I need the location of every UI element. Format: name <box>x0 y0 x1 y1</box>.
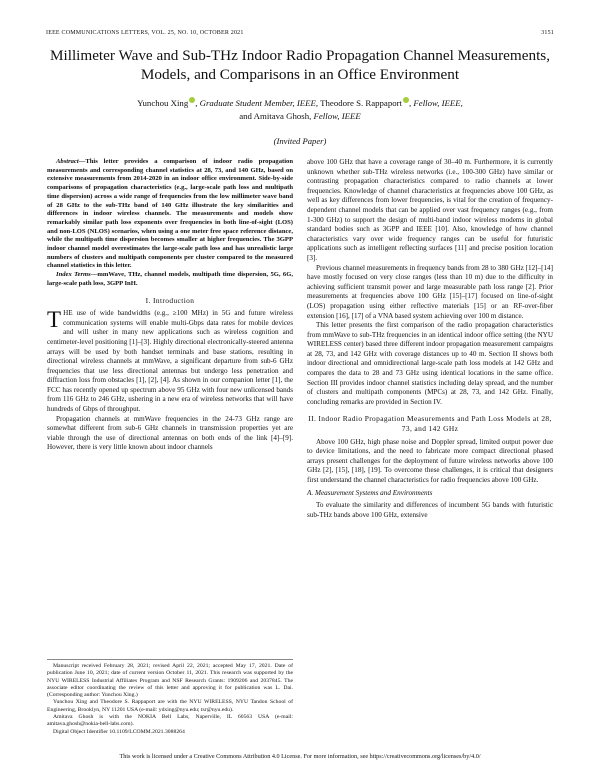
footnotes <box>47 659 293 736</box>
right-column <box>307 158 553 520</box>
journal-name: IEEE COMMUNICATIONS LETTERS, VOL. 25, NO. 10, OCTOBER 2021 <box>46 30 244 36</box>
running-header <box>46 30 554 36</box>
author-affiliation: , Graduate Student Member, IEEE, <box>195 98 319 108</box>
paragraph: To evaluate the similarity and differences of incumbent 5G bands with futuristic sub-THz bands above 100 GHz, extensive <box>307 501 553 519</box>
paragraph <box>47 309 293 415</box>
index-terms <box>47 271 293 288</box>
index-terms-lead: Index Terms <box>56 271 91 279</box>
footnote: Manuscript received February 28, 2021; revised April 22, 2021; accepted May 17, 2021. Date of publication June 10, 2021; date of current version October 11, 2021. This research was supported by the NYU WIRELESS Industrial Affiliates Program and NSF Research Grants: 1909206 and 2037845. The associate editor coordinating the review of this letter and approving it for publication was L. Dai. (Corresponding author: Yunchou Xing.) <box>47 663 293 699</box>
subsection-heading: A. Measurement Systems and Environments <box>307 488 433 497</box>
author-name: and Amitava Ghosh <box>239 110 310 121</box>
section-heading: II. Indoor Radio Propagation Measurements and Path Loss Models at 28, 73, and 142 GHz <box>308 414 552 434</box>
footnote: Amitava Ghosh is with the NOKIA Bell Labs, Naperville, IL 60563 USA (e-mail: amitava.ghosh@nokia-bell-labs.com). <box>47 714 293 728</box>
abstract-text: —This letter provides a comparison of indoor radio propagation measurements and corresponding channel statistics at 28, 73, and 140 GHz, based on extensive measurements from 2014-2020 in an indoor office environment. Side-by-side comparisons of propagation characteristics (e.g., large-scale path loss and multipath time dispersion) across a wide range of frequencies from the low millimeter wave band of 28 GHz to the sub-THz band of 140 GHz illustrate the key similarities and differences in indoor wireless channels. The measurements and models show remarkably similar path loss exponents over frequencies in both line-of-sight (LOS) and non-LOS (NLOS) scenarios, when using a one meter free space reference distance, while the multipath time dispersion becomes smaller at higher frequencies. The 3GPP indoor channel model overestimates the large-scale path loss and has unrealistic large numbers of clusters and multipath components per cluster compared to the measured channel statistics in this letter. <box>47 158 293 270</box>
paragraph: Previous channel measurements in frequency bands from 28 to 380 GHz [12]–[14] have mostly focused on very close ranges (less than 10 m) due to the difficulty in achieving sufficient transmit power and large measurable path loss range [2]. Prior measurements at frequencies above 100 GHz [15]–[17] focused on line-of-sight (LOS) propagation using either reflective materials [15] or an RF-over-fiber extension [16], [17] of a VNA based system achieving over 100 m distance. <box>307 263 553 320</box>
paragraph: Propagation channels at mmWave frequencies in the 24-73 GHz range are somewhat different from sub-6 GHz channels in transmission properties yet are viable through the use of directional antennas on both ends of the link [4]–[9]. However, there is very little known about indoor channels <box>47 414 293 452</box>
author-name: Yunchou Xing <box>137 98 189 108</box>
footnote: Yunchou Xing and Theodore S. Rappaport are with the NYU WIRELESS, NYU Tandon School of Engineering, Brooklyn, NY 11201 USA (e-mail: ydxing@nyu.edu; tsr@nyu.edu). <box>47 699 293 713</box>
paper-title: Millimeter Wave and Sub-THz Indoor Radio Propagation Channel Measurements, Models, and Comparisons in an Office Environment <box>50 47 550 83</box>
license-footer: This work is licensed under a Creative Commons Attribution 4.0 License. For more information, see https://creativecommons.org/licenses/by/4.0/ <box>119 753 481 760</box>
abstract <box>47 158 293 271</box>
left-column <box>47 158 293 453</box>
footnote: Digital Object Identifier 10.1109/LCOMM.2021.3088264 <box>53 728 185 735</box>
author-block <box>40 97 560 122</box>
index-terms-text: —mmWave, THz, channel models, multipath time dispersion, 5G, 6G, large-scale path loss, 3GPP InH. <box>47 271 293 287</box>
paragraph: This letter presents the first comparison of the radio propagation characteristics from mmWave to sub-THz frequencies in an identical indoor office setting (the NYU WIRELESS center) based three different indoor propagation measurement campaigns at 28, 73, and 142 GHz with coverage distances up to 40 m. Section II shows both indoor directional and omnidirectional large-scale path loss models at 142 GHz and compares the data to 28 and 73 GHz using identical locations in the same office. Section III provides indoor channel statistics including delay spread, and the number of clusters and multipath components (MPCs) at 28, 73, and 142 GHz. Finally, concluding remarks are provided in Section IV. <box>307 321 553 406</box>
paragraph: Above 100 GHz, high phase noise and Doppler spread, limited output power due to device limitations, and the need to fabricate more compact directional phased arrays present challenges for the deployment of future wireless networks above 100 GHz [2], [15], [18], [19]. To overcome these challenges, it is critical that designers first understand the channel characteristics for radio frequencies above 100 GHz. <box>307 437 553 484</box>
author-affiliation: , Fellow, IEEE, <box>409 98 463 108</box>
invited-paper-label: (Invited Paper) <box>273 136 327 146</box>
drop-cap: T <box>47 307 62 333</box>
page-number: 3151 <box>541 30 554 36</box>
author-affiliation: , Fellow, IEEE <box>309 110 361 121</box>
abstract-lead: Abstract <box>56 158 79 165</box>
section-heading: I. Introduction <box>145 295 195 305</box>
paragraph: above 100 GHz that have a coverage range of 30–40 m. Furthermore, it is currently unknown whether sub-THz wireless networks (i.e., 100-300 GHz) have similar or contrasting propagation characteristics compared to radio channels at lower frequencies. Knowledge of channel characteristics at frequencies above 100 GHz, as well as key differences from lower frequencies, is vital for the creation of frequency-dependent channel models that can be applied over vast frequency ranges (e.g., from 1-300 GHz) to support the design of multi-band indoor wireless modems in global standard bodies such as 3GPP and IEEE [10]. Also, knowledge of how channel characteristics vary over wide frequency ranges can be useful for futuristic applications such as intelligent reflecting surfaces [11] and precise position location [3]. <box>307 158 553 262</box>
paragraph-text: HE use of wide bandwidths (e.g., ≥100 MHz) in 5G and future wireless communication systems will enable multi-Gbps data rates for mobile devices and will usher in many new applications such as wireless cognition and centimeter-level positioning [1]–[3]. Highly directional electronically-steered antenna arrays will be used by both handset terminals and base stations, resulting in directional wireless channels at mmWave, a significant departure from sub-6 GHz frequencies that use less directional antennas but undergo less penetration and diffraction loss from obstacles [1], [2], [4]. As shown in our companion letter [1], the FCC has recently opened up spectrum above 95 GHz with four new unlicensed bands from 116 GHz to 246 GHz, ushering in a new era of wireless networks that will have hundreds of Gbps of throughput. <box>47 309 293 414</box>
author-name: Theodore S. Rappaport <box>318 98 403 108</box>
